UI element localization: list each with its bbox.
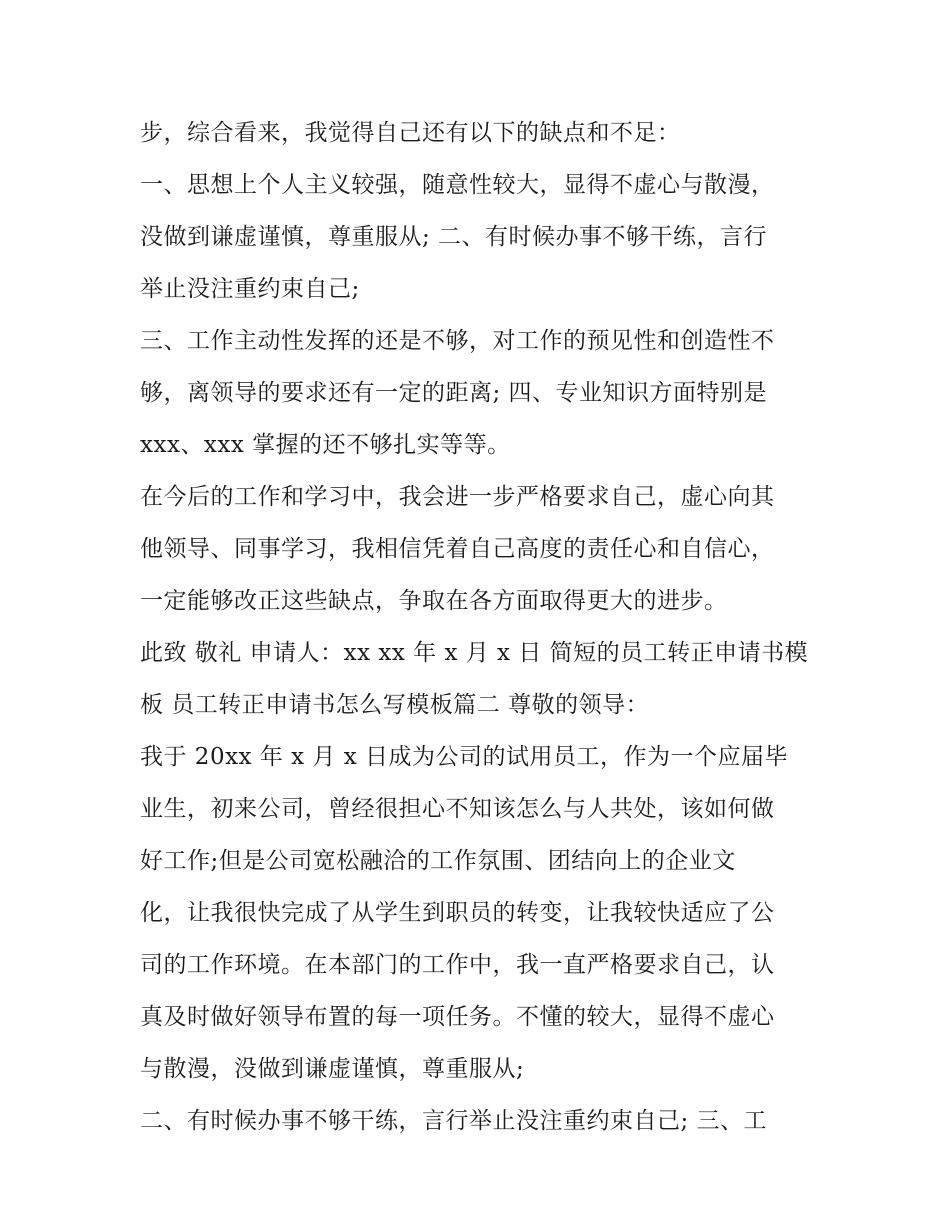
text-line: 一定能够改正这些缺点，争取在各方面取得更大的进步。 xyxy=(140,588,728,614)
text-line: 真及时做好领导布置的每一项任务。不懂的较大，显得不虚心 xyxy=(140,1004,775,1030)
text-line: 二、有时候办事不够干练，言行举止没注重约束自己; 三、工 xyxy=(140,1108,768,1134)
text-line: 好工作;但是公司宽松融洽的工作氛围、团结向上的企业文 xyxy=(140,848,736,874)
text-line: 我于 20xx 年 x 月 x 日成为公司的试用员工，作为一个应届毕 xyxy=(140,744,789,770)
body-text xyxy=(140,107,820,1147)
text-line: 司的工作环境。在本部门的工作中，我一直严格要求自己，认 xyxy=(140,952,775,978)
text-line: 步，综合看来，我觉得自己还有以下的缺点和不足： xyxy=(140,120,681,146)
text-line: 他领导、同事学习，我相信凭着自己高度的责任心和自信心， xyxy=(140,536,775,562)
text-line: 化，让我很快完成了从学生到职员的转变，让我较快适应了公 xyxy=(140,900,775,926)
text-line: 一、思想上个人主义较强，随意性较大，显得不虚心与散漫， xyxy=(140,172,775,198)
text-line: 没做到谦虚谨慎，尊重服从; 二、有时候办事不够干练，言行 xyxy=(140,224,768,250)
text-line: 板 员工转正申请书怎么写模板篇二 尊敬的领导： xyxy=(140,692,650,718)
text-line: 业生，初来公司，曾经很担心不知该怎么与人共处，该如何做 xyxy=(140,796,775,822)
text-line: 与散漫，没做到谦虚谨慎，尊重服从; xyxy=(140,1056,525,1082)
text-line: 在今后的工作和学习中，我会进一步严格要求自己，虚心向其 xyxy=(140,484,775,510)
text-line: 举止没注重约束自己; xyxy=(140,276,360,302)
text-line: 此致 敬礼 申请人：xx xx 年 x 月 x 日 简短的员工转正申请书模 xyxy=(140,640,809,666)
text-line: xxx、xxx 掌握的还不够扎实等等。 xyxy=(140,432,511,458)
text-line: 够，离领导的要求还有一定的距离; 四、专业知识方面特别是 xyxy=(140,380,768,406)
text-line: 三、工作主动性发挥的还是不够，对工作的预见性和创造性不 xyxy=(140,328,775,354)
